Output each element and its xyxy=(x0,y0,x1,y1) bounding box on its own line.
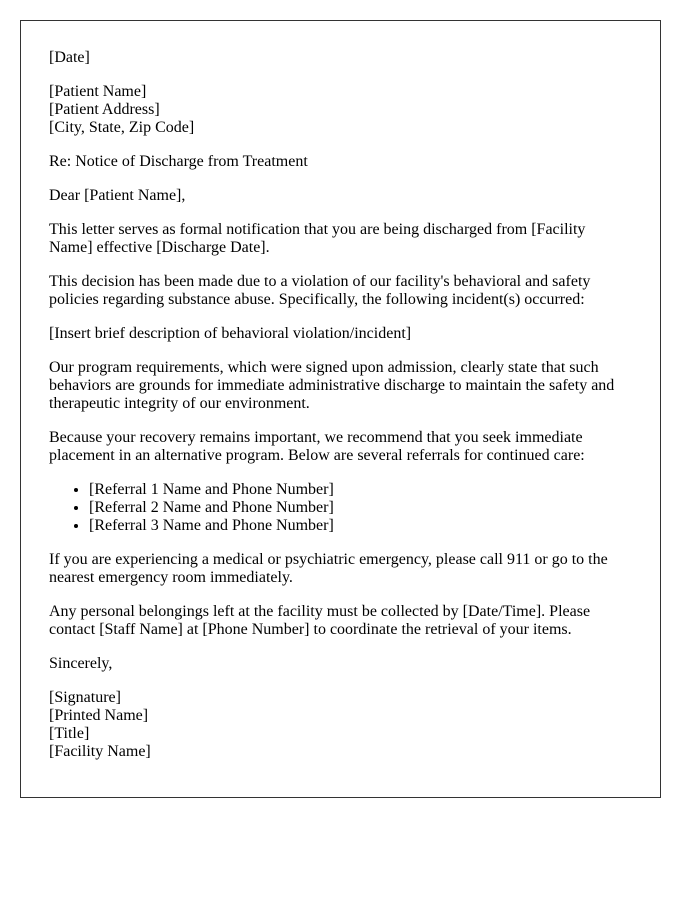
recipient-city: [City, State, Zip Code] xyxy=(49,119,195,136)
paragraph-incident: [Insert brief description of behavioral violation/incident] xyxy=(49,325,412,342)
paragraph-notification: This letter serves as formal notification that you are being discharged from [Facility Name] effective [Discharge Date]. xyxy=(49,221,586,256)
recipient-street: [Patient Address] xyxy=(49,101,160,118)
signature: [Signature] xyxy=(49,689,121,706)
paragraph-requirements: Our program requirements, which were signed upon admission, clearly state that such behaviors are grounds for immediate administrative discharge to maintain the safety and therapeutic integrity of our environment. xyxy=(49,359,615,412)
paragraph-referral-intro: Because your recovery remains important, we recommend that you seek immediate placement in an alternative program. Below are several referrals for continued care: xyxy=(49,429,585,464)
paragraph-emergency: If you are experiencing a medical or psychiatric emergency, please call 911 or go to the nearest emergency room immediately. xyxy=(49,551,608,586)
subject-line: Re: Notice of Discharge from Treatment xyxy=(49,153,308,170)
paragraph-belongings: Any personal belongings left at the facility must be collected by [Date/Time]. Please contact [Staff Name] at [Phone Number] to coordinate the retrieval of your items. xyxy=(49,603,591,638)
recipient-address xyxy=(49,83,632,137)
facility-name: [Facility Name] xyxy=(49,743,151,760)
recipient-name: [Patient Name] xyxy=(49,83,147,100)
paragraph-reason: This decision has been made due to a violation of our facility's behavioral and safety policies regarding substance abuse. Specifically, the following incident(s) occurred: xyxy=(49,273,591,308)
valediction: Sincerely, xyxy=(49,655,113,672)
list-item: • [Referral 1 Name and Phone Number] xyxy=(89,481,632,499)
date: [Date] xyxy=(49,49,90,66)
signature-block xyxy=(49,689,632,761)
title: [Title] xyxy=(49,725,90,742)
list-item: • [Referral 2 Name and Phone Number] xyxy=(89,499,632,517)
printed-name: [Printed Name] xyxy=(49,707,149,724)
discharge-letter xyxy=(20,20,661,798)
salutation: Dear [Patient Name], xyxy=(49,187,186,204)
list-item: • [Referral 3 Name and Phone Number] xyxy=(89,517,632,535)
referral-list xyxy=(49,481,632,535)
